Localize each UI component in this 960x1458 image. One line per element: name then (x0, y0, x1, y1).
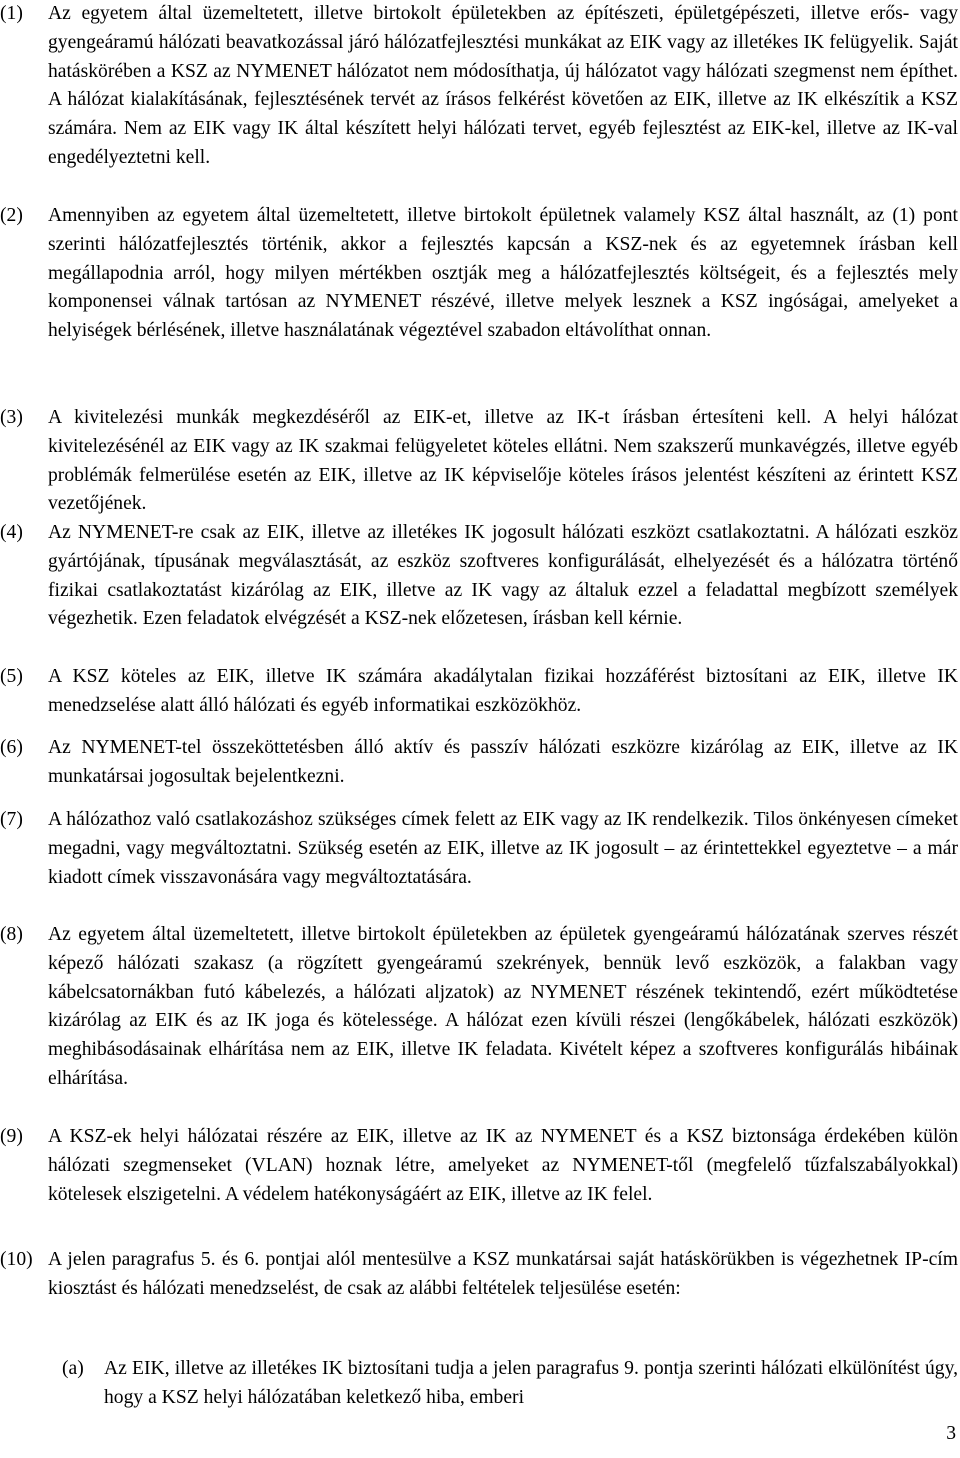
paragraph-number: (8) (0, 924, 23, 945)
paragraph-number: (3) (0, 407, 23, 428)
paragraph-text: A KSZ köteles az EIK, illetve IK számára akadálytalan fizikai hozzáférést biztosítani az EIK, illetve IK menedzselése alatt álló hálózati és egyéb informatikai eszközökhöz. (48, 666, 958, 716)
paragraph-text: A hálózathoz való csatlakozáshoz szükséges címek felett az EIK vagy az IK rendelkezik. Tilos önkényesen címeket megadni, vagy megváltoztatni. Szükség esetén az EIK, illetve az IK jogosult – az érintettekkel egyeztetve – a már kiadott címek visszavonására vagy megváltoztatására. (48, 809, 958, 888)
paragraph-number: (4) (0, 522, 23, 543)
paragraph-number: (6) (0, 737, 23, 758)
paragraph-number: (9) (0, 1126, 23, 1147)
paragraph-text: Az egyetem által üzemeltetett, illetve birtokolt épületekben az épületek gyengeáramú hálózatának szerves részét képező hálózati szakasz (a rögzített gyengeáramú szekrények, bennük levő eszközök, a falakban vagy kábelcsatornákban futó kábelezés, a hálózati aljzatok) az NYMENET részének tekintendő, ezért működtetése kizárólag az EIK és az IK joga és kötelessége. A hálózat ezen kívüli részei (lengőkábelek, hálózati eszközök) meghibásodásainak elhárítása nem az EIK, illetve IK feladata. Kivételt képez a szoftveres konfigurálás hibáinak elhárítása. (48, 924, 958, 1089)
paragraph-number: (10) (0, 1249, 33, 1270)
paragraph-text: A jelen paragrafus 5. és 6. pontjai alól mentesülve a KSZ munkatársai saját hatáskörükben is végezhetnek IP-cím kiosztást és hálózati menedzselést, de csak az alábbi feltételek teljesülése esetén: (48, 1249, 958, 1299)
paragraph-number: (5) (0, 666, 23, 687)
paragraph-7 (0, 806, 958, 892)
subitem-text: Az EIK, illetve az illetékes IK biztosítani tudja a jelen paragrafus 9. pontja szerinti hálózati elkülönítést úgy, hogy a KSZ helyi hálózatában keletkező hiba, emberi (104, 1358, 958, 1408)
paragraph-text: A KSZ-ek helyi hálózatai részére az EIK, illetve az IK az NYMENET és a KSZ biztonsága érdekében külön hálózati szegmenseket (VLAN) hoznak létre, amelyeket az NYMENET-től (megfelelő tűzfalszabályokkal) kötelesek elszigetelni. A védelem hatékonyságáért az EIK, illetve az IK felel. (48, 1126, 958, 1205)
paragraph-6 (0, 734, 958, 792)
subitem-letter: (a) (62, 1358, 84, 1379)
paragraph-5 (0, 663, 958, 721)
page-number: 3 (946, 1423, 956, 1444)
paragraph-3 (0, 404, 958, 519)
paragraph-9 (0, 1123, 958, 1209)
paragraph-number: (7) (0, 809, 23, 830)
paragraph-2 (0, 202, 958, 346)
paragraph-number: (2) (0, 205, 23, 226)
subitem-a (62, 1355, 958, 1413)
paragraph-text: A kivitelezési munkák megkezdéséről az EIK-et, illetve az IK-t írásban értesíteni kell. A helyi hálózat kivitelezésénél az EIK vagy az IK szakmai felügyeletet köteles ellátni. Nem szakszerű munkavégzés, illetve egyéb problémák felmerülése esetén az EIK, illetve az IK képviselője köteles írásos jelentést készíteni az érintett KSZ vezetőjének. (48, 407, 958, 515)
paragraph-1 (0, 0, 958, 173)
paragraph-10 (0, 1246, 958, 1304)
paragraph-text: Az egyetem által üzemeltetett, illetve birtokolt épületekben az építészeti, épületgépészeti, illetve erős- vagy gyengeáramú hálózati beavatkozással járó hálózatfejlesztési munkákat az EIK vagy az illetékes IK felügyelik. Saját hatáskörében a KSZ az NYMENET hálózatot nem módosíthatja, új hálózatot vagy hálózati szegmenst nem építhet. A hálózat kialakításának, fejlesztésének tervét az írásos felkérést követően az EIK, illetve az IK elkészítik a KSZ számára. Nem az EIK vagy IK által készített helyi hálózati tervet, egyéb fejlesztést az EIK-kel, illetve az IK-val engedélyeztetni kell. (48, 3, 958, 168)
paragraph-text: Az NYMENET-re csak az EIK, illetve az illetékes IK jogosult hálózati eszközt csatlakoztatni. A hálózati eszköz gyártójának, típusának megválasztását, az eszköz szoftveres konfigurálását, elhelyezését és a hálózatra történő fizikai csatlakoztatást kizárólag az EIK, illetve az IK vagy az általuk ezzel a feladattal megbízott személyek végezhetik. Ezen feladatok elvégzését a KSZ-nek előzetesen, írásban kell kérnie. (48, 522, 958, 630)
paragraph-8 (0, 921, 958, 1094)
paragraph-4 (0, 519, 958, 634)
paragraph-number: (1) (0, 3, 23, 24)
paragraph-text: Amennyiben az egyetem által üzemeltetett, illetve birtokolt épületnek valamely KSZ által használt, az (1) pont szerinti hálózatfejlesztés történik, akkor a fejlesztés kapcsán a KSZ-nek és az egyetemnek írásban kell megállapodnia arról, hogy milyen mértékben osztják meg a hálózatfejlesztés költségeit, és a fejlesztés mely komponensei válnak tartósan az NYMENET részévé, illetve melyek lesznek a KSZ ingóságai, amelyeket a helyiségek bérlésének, illetve használatának végeztével szabadon eltávolíthat onnan. (48, 205, 958, 342)
paragraph-text: Az NYMENET-tel összeköttetésben álló aktív és passzív hálózati eszközre kizárólag az EIK, illetve az IK munkatársai jogosultak bejelentkezni. (48, 737, 958, 787)
